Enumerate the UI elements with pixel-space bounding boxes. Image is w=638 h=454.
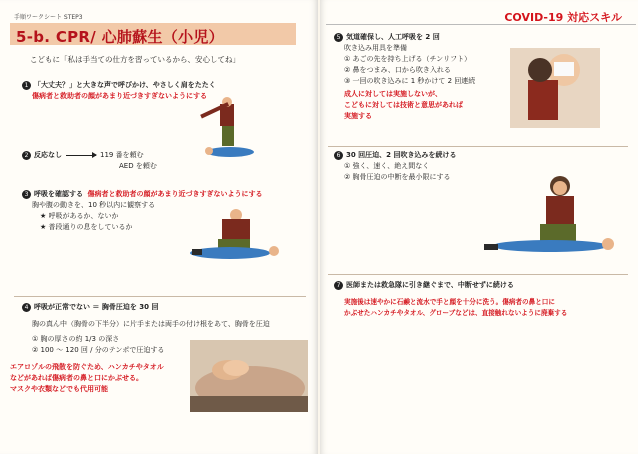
step-number: 4 [22,303,31,312]
instruction-text: ② 100 ～ 120 回 / 分のテンポで圧迫する [32,346,165,354]
section-head: 30 回圧迫、2 回吹き込みを続ける [346,151,457,159]
instruction-text: ② 胸骨圧迫の中断を最小限にする [344,173,451,181]
step-number: 6 [334,151,343,160]
right-page [320,0,638,454]
bullet-item: ★ 呼吸があるか、ないか [40,212,119,220]
section-2 [22,150,222,172]
step-number: 1 [22,81,31,90]
warning-line: 実施後は速やかに石鹸と流水で手と顔を十分に洗う。傷病者の鼻と口に [344,298,555,306]
instruction-text: ① 胸の厚さの約 1/3 の深さ [32,335,120,343]
instruction-text: ① 強く、速く、絶え間なく [344,162,430,170]
warning-line: かぶせたハンカチやタオル、グローブなどは、直接触れないように廃棄する [344,309,568,317]
instruction-text: ② 鼻をつまみ、口から吹き入れる [344,66,451,74]
aerosol-warning [10,362,210,395]
warning-line: マスクや衣類などでも代用可能 [10,385,108,393]
chest-compression-illustration [190,340,308,412]
warning-line: エアロゾルの飛散を防ぐため、ハンカチやタオル [10,363,164,371]
instruction-text: 胸や腹の動きを、10 秒以内に観察する [32,201,156,209]
covid-skill-title: COVID-19 対応スキル [504,11,622,24]
warning-line: こどもに対しては技術と意思があれば [344,101,463,109]
warning-text: 傷病者と救助者の顔があまり近づきすぎないようにする [87,190,263,198]
section-head: 呼吸を確認する [34,190,83,198]
step-label: 手順ワークシート STEP3 [14,14,83,21]
step-number: 7 [334,281,343,290]
section-head: 気道確保し、人工呼吸を 2 回 [346,33,440,41]
action-aed: AED を頼む [119,162,157,170]
divider [328,274,628,275]
bullet-item: ★ 普段通りの息をしているか [40,223,133,231]
section-head: 「大丈夫？」と大きな声で呼びかけ、やさしく肩をたたく [34,81,216,89]
section-head: 医師または救急隊に引き継ぐまで、中断せずに続ける [346,281,514,289]
section-7 [334,280,638,319]
step-number: 5 [334,33,343,42]
arrow-icon [66,155,96,156]
divider [328,146,628,147]
warning-line: 成人に対しては実施しないが、 [344,90,442,98]
page-title: 5-b. CPR/ 心肺蘇生（小児） [16,28,224,46]
instruction-text: 吹き込み用具を準備 [344,44,407,52]
title-underline [326,24,636,25]
check-breathing-illustration [182,205,302,265]
rescue-breath-illustration [510,40,600,130]
warning-text: 傷病者と救助者の顔があまり近づきすぎないようにする [32,92,207,100]
section-head: 呼吸が正常でない ＝ 胸骨圧迫を 30 回 [34,303,159,311]
warning-line: 実施する [344,112,372,120]
step-number: 2 [22,151,31,160]
warning-line: などがあれば傷病者の鼻と口にかぶせる。 [10,374,143,382]
intro-text: こどもに「私は手当ての仕方を習っているから、安心してね」 [30,55,240,64]
instruction-text: ① あごの先を持ち上げる（チンリフト） [344,55,472,63]
step-number: 3 [22,190,31,199]
divider [14,296,306,297]
left-page [0,0,318,454]
instruction-text: 胸の真ん中（胸骨の下半分）に片手または両手の付け根をあて、胸骨を圧迫 [32,320,270,328]
action-call-119: 119 番を頼む [100,151,144,159]
instruction-text: ③ 一回の吹き込みに 1 秒かけて 2 回連続 [344,77,476,85]
section-head: 反応なし [34,151,62,159]
continue-cpr-illustration [480,170,630,260]
